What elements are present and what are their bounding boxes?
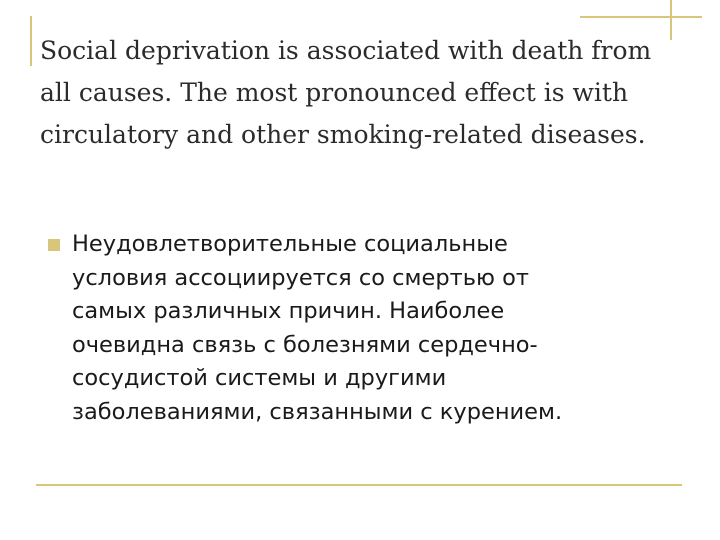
bottom-decorative-rule xyxy=(36,484,682,486)
left-decorative-vertical-rule xyxy=(30,16,32,66)
square-bullet-icon xyxy=(48,239,60,251)
bullet-text: Неудовлетворительные социальные условия ассоциируется со смертью от самых различных причин. Наиболее очевидна связь с болезнями сердечно- сосудистой системы и другими заболеваниями, связанными с курением. xyxy=(72,231,563,425)
top-right-decorative-rule xyxy=(580,16,702,18)
slide-title: Social deprivation is associated with death from all causes. The most pronounced effect is with circulatory and other smoking-related diseases. xyxy=(40,36,652,149)
